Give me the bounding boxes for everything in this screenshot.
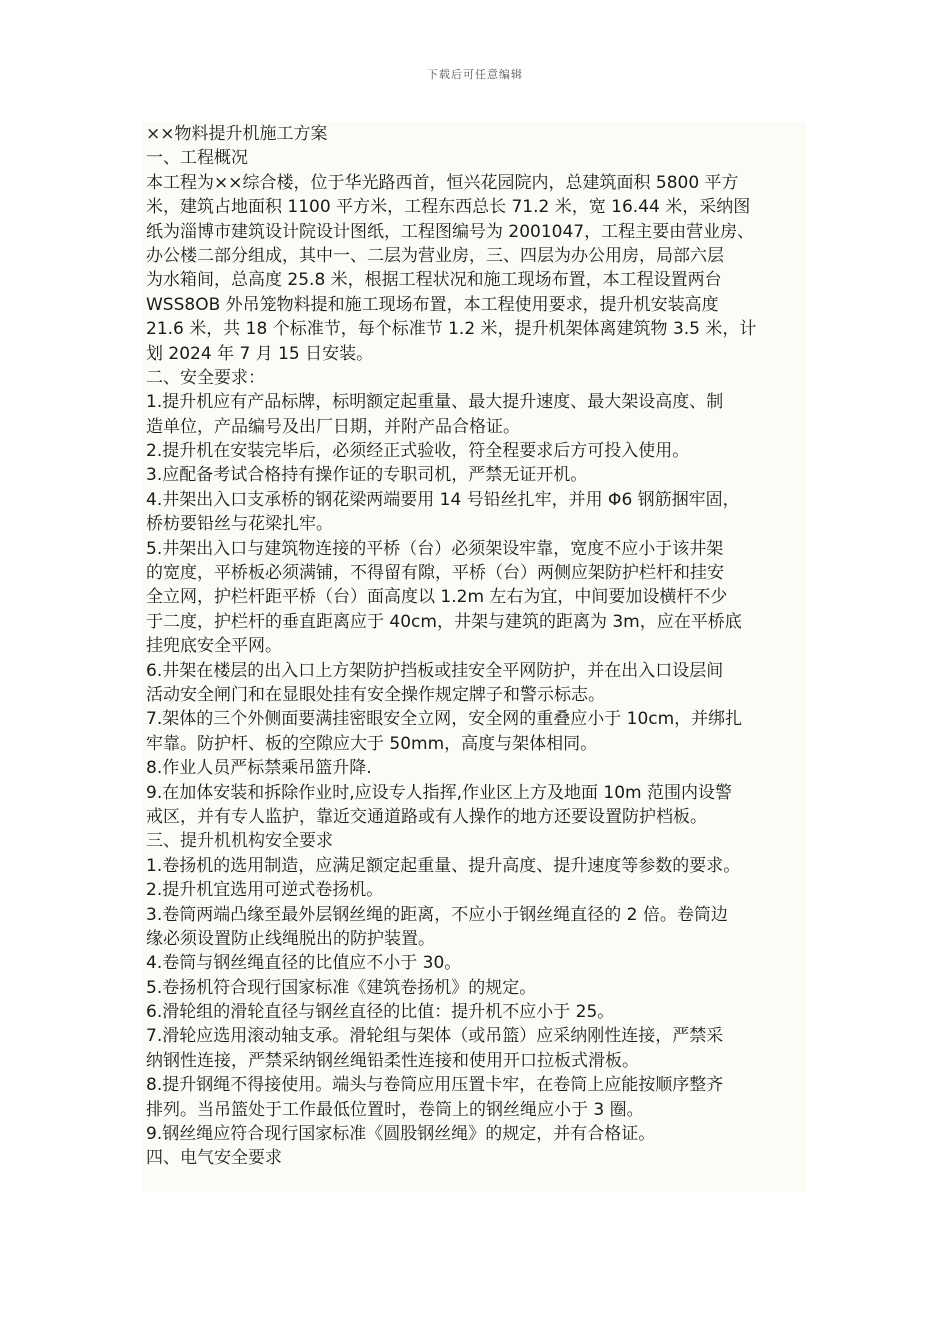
text-line: 1.卷扬机的选用制造，应满足额定起重量、提升高度、提升速度等参数的要求。 [146,855,741,876]
text-line: 为水箱间，总高度 25.8 米，根据工程状况和施工现场布置，本工程设置两台 [146,270,722,291]
text-line: 7.滑轮应选用滚动轴支承。滑轮组与架体（或吊篮）应采纳刚性连接，严禁采 [146,1026,724,1047]
download-note: 下载后可任意编辑 [427,68,523,81]
text-line: 4.卷筒与钢丝绳直径的比值应不小于 30。 [146,953,462,974]
document-body [142,122,806,1192]
text-line: 全立网，护栏杆距平桥（台）面高度以 1.2m 左右为宜，中间要加设横杆不少 [146,587,728,608]
text-line: 造单位，产品编号及出厂日期，并附产品合格证。 [146,416,520,437]
text-line: 排列。当吊篮处于工作最低位置时，卷筒上的钢丝绳应小于 3 圈。 [146,1099,644,1120]
text-line: 戒区，并有专人监护，靠近交通道路或有人操作的地方还要设置防护档板。 [146,806,707,827]
text-line: 1.提升机应有产品标牌，标明额定起重量、最大提升速度、最大架设高度、制 [146,392,724,413]
text-line: 挂兜底安全平网。 [146,636,282,657]
text-line: 划 2024 年 7 月 15 日安装。 [146,343,374,364]
text-line: 9.钢丝绳应符合现行国家标准《圆股钢丝绳》的规定，并有合格证。 [146,1124,656,1145]
text-line: 9.在加体安装和拆除作业时,应设专人指挥,作业区上方及地面 10m 范围内设警 [146,782,733,803]
text-line: 缘必须设置防止线绳脱出的防护装置。 [146,928,435,949]
section-heading: 二、安全要求： [146,367,265,388]
text-line: 6.井架在楼层的出入口上方架防护挡板或挂安全平网防护，并在出入口设层间 [146,660,724,681]
text-line: 米，建筑占地面积 1100 平方米，工程东西总长 71.2 米，宽 16.44 米，采纳图 [146,197,751,218]
text-line: 牢靠。防护杆、板的空隙应大于 50mm，高度与架体相同。 [146,733,598,754]
text-line: 办公楼二部分组成，其中一、二层为营业房，三、四层为办公用房，局部六层 [146,245,724,266]
text-line: 的宽度，平桥板必须满铺，不得留有隙，平桥（台）两侧应架防护栏杆和挂安 [146,563,724,584]
document-lines [146,146,802,1170]
text-line: 2.提升机在安装完毕后，必须经正式验收，符全程要求后方可投入使用。 [146,441,690,462]
text-line: 3.卷筒两端凸缘至最外层钢丝绳的距离，不应小于钢丝绳直径的 2 倍。卷筒边 [146,904,728,925]
text-line: 于二度，护栏杆的垂直距离应于 40cm，井架与建筑的距离为 3m，应在平桥底 [146,611,742,632]
section-heading: 一、工程概况 [146,148,248,169]
text-line: WSS8OB 外吊笼物料提和施工现场布置，本工程使用要求，提升机安装高度 [146,294,719,315]
text-line: 21.6 米，共 18 个标准节，每个标准节 1.2 米，提升机架体离建筑物 3.5 米，计 [146,319,757,340]
document-title: ××物料提升机施工方案 [146,124,328,144]
text-line: 纸为淄博市建筑设计院设计图纸，工程图编号为 2001047，工程主要由营业房、 [146,221,755,242]
text-line: 5.卷扬机符合现行国家标准《建筑卷扬机》的规定。 [146,977,537,998]
text-line: 6.滑轮组的滑轮直径与钢丝直径的比值：提升机不应小于 25。 [146,1002,615,1023]
section-heading: 三、提升机机构安全要求 [146,831,333,852]
text-line: 8.作业人员严标禁乘吊篮升降. [146,758,372,779]
text-line: 4.井架出入口支承桥的钢花梁两端要用 14 号铅丝扎牢，并用 Φ6 钢筋捆牢固， [146,489,740,510]
text-line: 本工程为××综合楼，位于华光路西首，恒兴花园院内，总建筑面积 5800 平方 [146,172,739,193]
text-line: 2.提升机宜选用可逆式卷扬机。 [146,880,384,901]
text-line: 纳钢性连接，严禁采纳钢丝绳铅柔性连接和使用开口拉板式滑板。 [146,1050,639,1071]
section-heading: 四、电气安全要求 [146,1148,282,1169]
text-line: 活动安全闸门和在显眼处挂有安全操作规定牌子和警示标志。 [146,684,605,705]
text-line: 5.井架出入口与建筑物连接的平桥（台）必须架设牢靠，宽度不应小于该井架 [146,538,724,559]
text-line: 桥枋要铅丝与花梁扎牢。 [146,514,333,535]
text-line: 8.提升钢绳不得接使用。端头与卷筒应用压置卡牢，在卷筒上应能按顺序整齐 [146,1075,724,1096]
text-line: 3.应配备考试合格持有操作证的专职司机，严禁无证开机。 [146,465,588,486]
text-line: 7.架体的三个外侧面要满挂密眼安全立网，安全网的重叠应小于 10cm，并绑扎 [146,709,743,730]
